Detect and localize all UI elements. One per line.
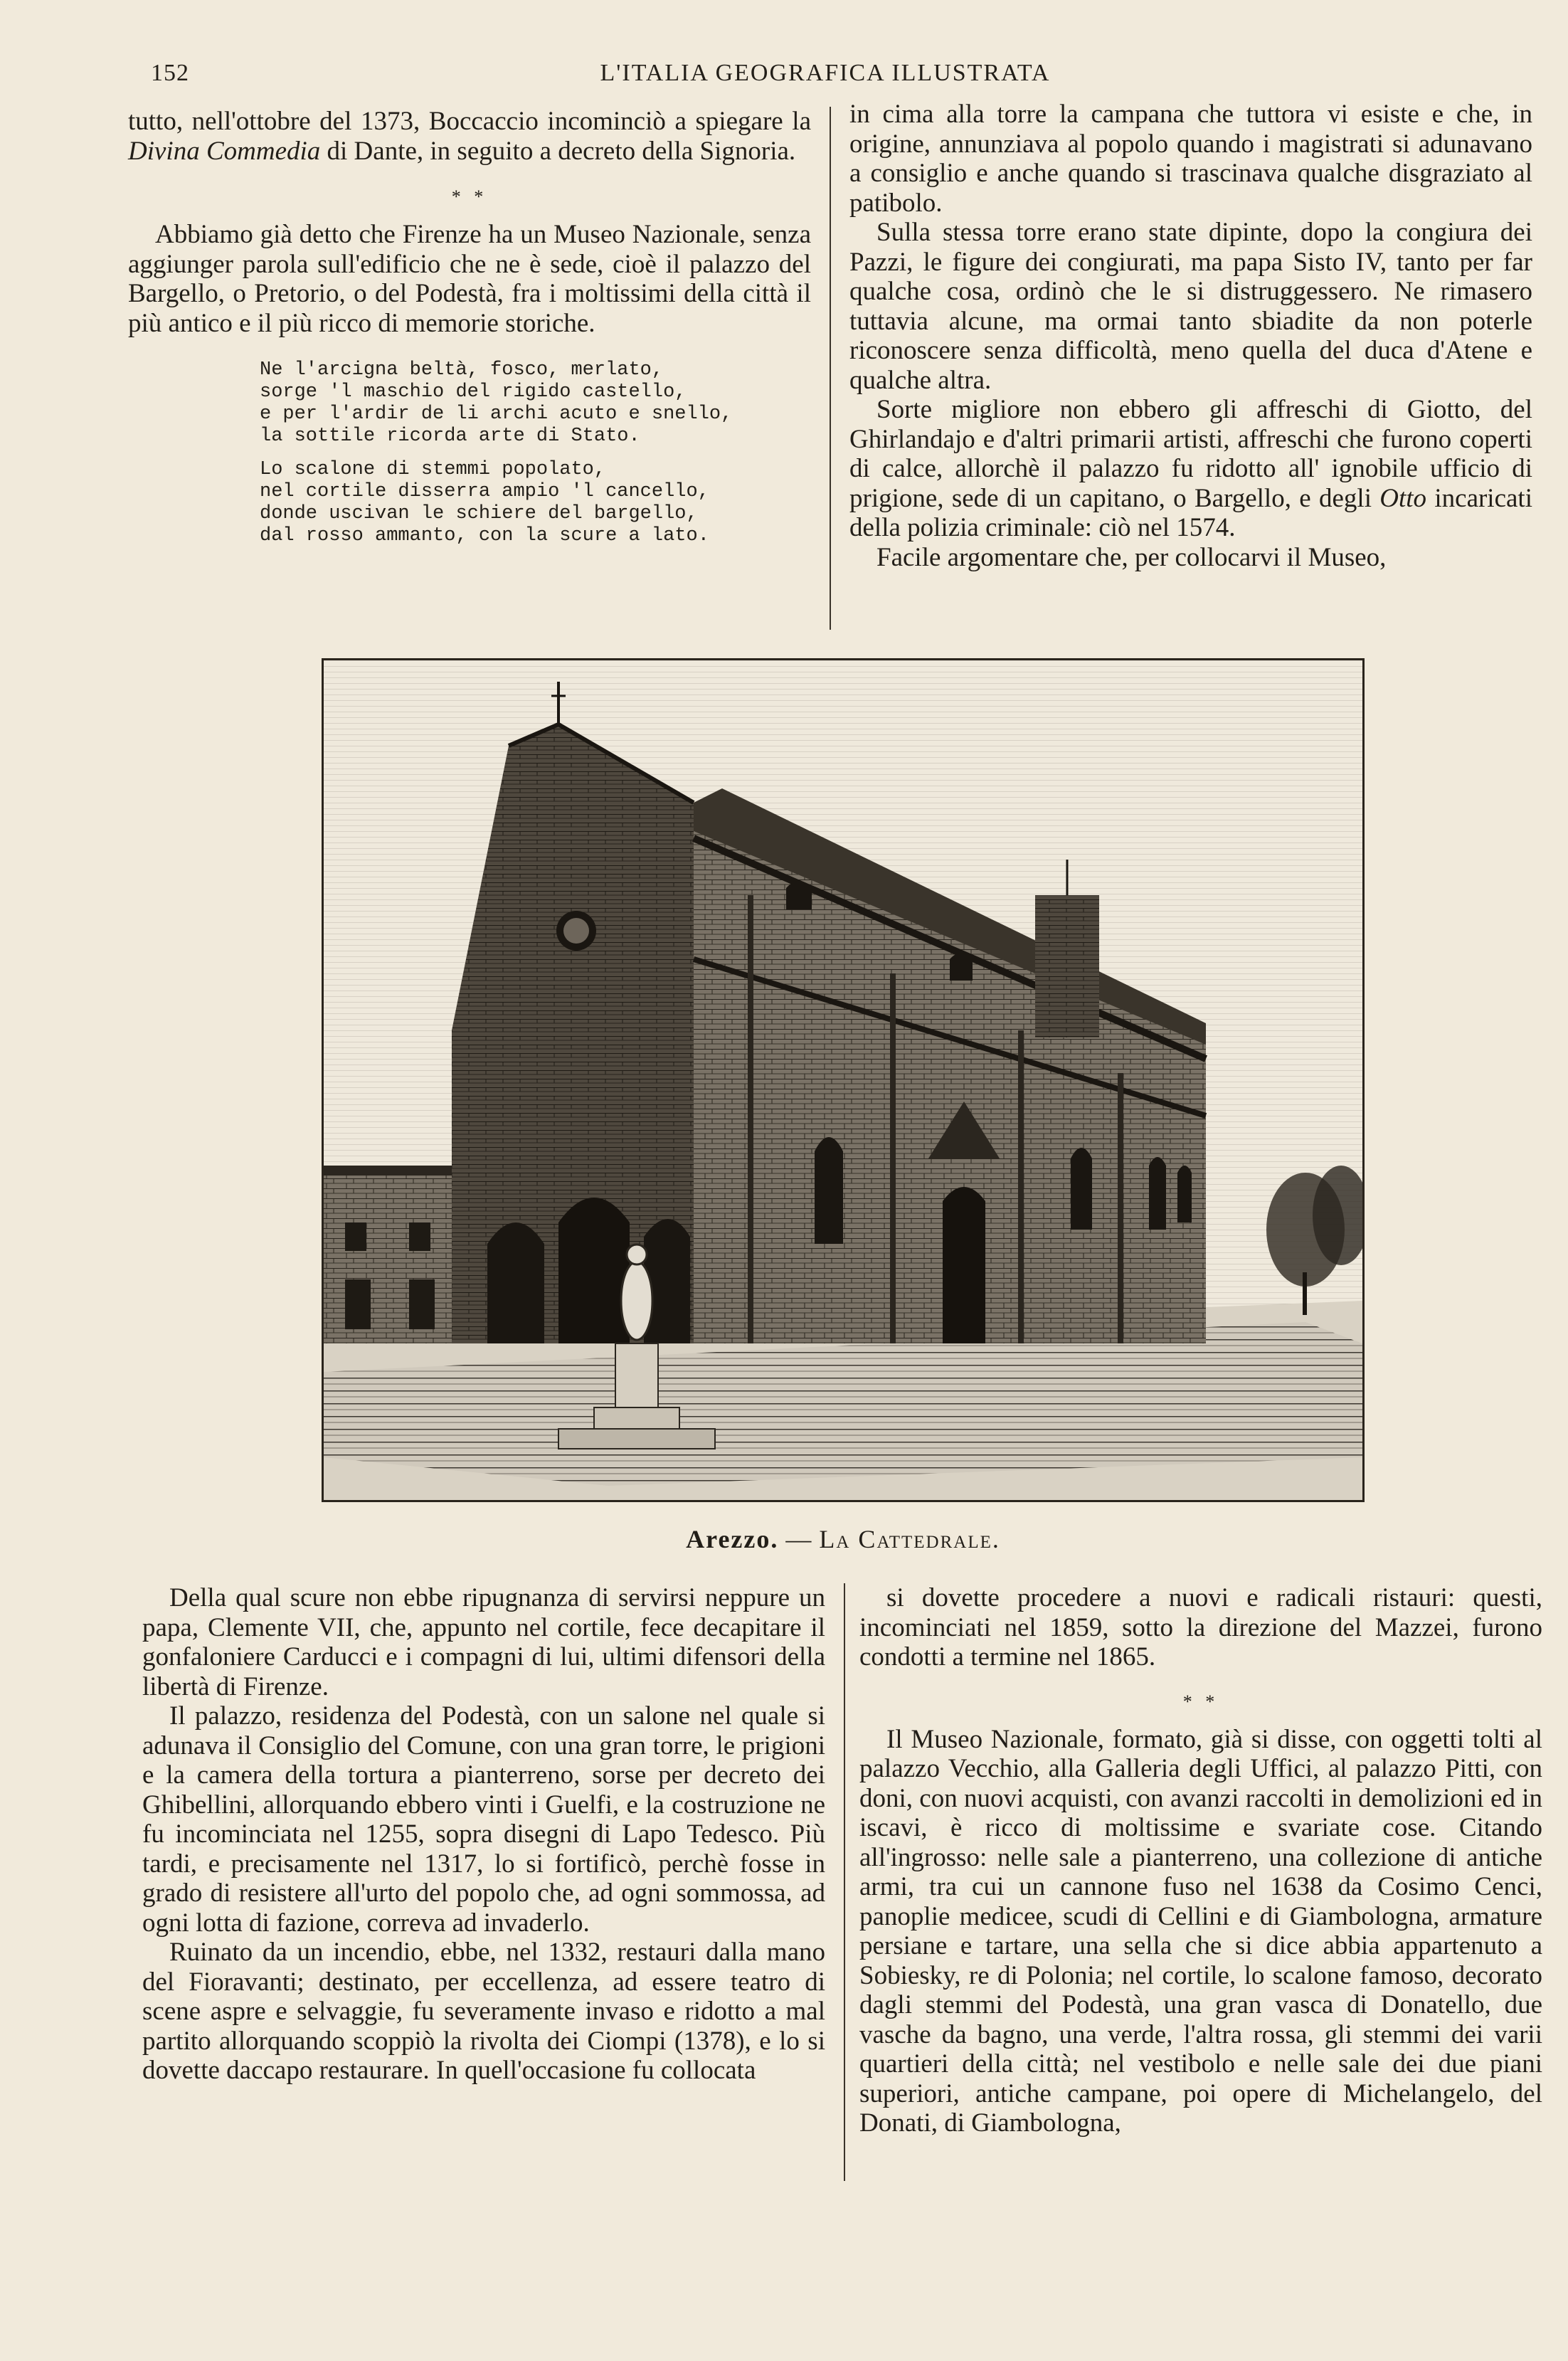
caption-place: Arezzo. <box>686 1525 779 1553</box>
divina-commedia-title: Divina Commedia <box>128 136 321 166</box>
bottom-right-column <box>859 1583 1542 2138</box>
poem-line: donde uscivan le schiere del bargello, <box>260 503 698 524</box>
top-left-column <box>128 107 811 559</box>
top-right-paragraph-3: Sorte migliore non ebbero gli affreschi di Giotto, del Ghirlandajo e d'altri primarii artisti, affreschi che furono coperti di calce, allorchè il palazzo fu ridotto all' ignobile ufficio di prigione, sede di un capitano, o Bargello, e degli Otto incaricati della polizia criminale: ciò nel 1574. <box>849 395 1532 542</box>
page-number: 152 <box>151 60 189 86</box>
top-right-column <box>849 100 1532 572</box>
caption-title: La Cattedrale. <box>819 1525 1000 1553</box>
poem-line: e per l'ardir de li archi acuto e snello, <box>260 403 733 425</box>
top-right-paragraph-1: in cima alla torre la campana che tuttora vi esiste e che, in origine, annunziava al popolo quando i magistrati si adunavano a consiglio e anche quando si trascinava qualche disgraziato al patibolo. <box>849 100 1532 218</box>
top-right-paragraph-4: Facile argomentare che, per collocarvi il Museo, <box>876 542 1387 572</box>
section-break-asterisks: * * <box>1182 1691 1219 1712</box>
section-break-asterisks: * * <box>451 186 488 207</box>
bottom-left-column <box>142 1583 825 2086</box>
otto-magistrates: Otto <box>1379 483 1427 513</box>
sonnet-quotation <box>260 359 811 547</box>
caption-dash: — <box>785 1525 812 1553</box>
bottom-left-paragraph-2: Il palazzo, residenza del Podestà, con un salone nel quale si adunava il Consiglio del Comune, con una gran torre, le prigioni e la camera della tortura a pianterreno, sorse per decreto dei Ghibellini, allorquando ebbero vinti i Guelfi, e la costruzione ne fu incominciata nel 1255, sopra disegni di Lapo Tedesco. Più tardi, e precisamente nel 1317, lo si fortificò, perchè fosse in grado di resistere all'urto del popolo che, ad ogni sommossa, ad ogni lotta di fazione, correva ad invaderlo. <box>142 1701 825 1938</box>
cathedral-engraving <box>322 658 1365 1502</box>
top-right-paragraph-2: Sulla stessa torre erano state dipinte, dopo la congiura dei Pazzi, le figure dei congiurati, ma papa Sisto IV, tanto per far qualche cosa, ordinò che le si distruggessero. Ne rimasero tuttavia alcune, ma ormai tanto sbiadite da non poterle riconoscere senza difficoltà, meno quella del duca d'Atene e qualche altra. <box>849 218 1532 395</box>
poem-line: Ne l'arcigna beltà, fosco, merlato, <box>260 359 664 381</box>
bottom-column-divider <box>844 1583 845 2181</box>
poem-line: Lo scalone di stemmi popolato, <box>260 459 606 480</box>
top-left-paragraph-2: Abbiamo già detto che Firenze ha un Museo Nazionale, senza aggiunger parola sull'edificio che ne è sede, cioè il palazzo del Bargello, o Pretorio, o del Podestà, fra i moltissimi della città il più antico e il più ricco di memorie storiche. <box>128 220 811 338</box>
top-column-divider <box>830 107 831 630</box>
bottom-left-paragraph-1: Della qual scure non ebbe ripugnanza di servirsi neppure un papa, Clemente VII, che, appunto nel cortile, fece decapitare il gonfaloniere Carducci e i compagni di lui, ultimi difensori della libertà di Firenze. <box>142 1583 825 1701</box>
bottom-left-paragraph-3: Ruinato da un incendio, ebbe, nel 1332, restauri dalla mano del Fioravanti; destinato, per eccellenza, ad essere teatro di scene aspre e selvaggie, fu severamente invaso e ridotto a mal partito allorquando scoppiò la rivolta dei Ciompi (1378), e lo si dovette daccapo restaurare. In quell'occasione fu collocata <box>142 1938 825 2085</box>
poem-stanza-2 <box>260 459 811 547</box>
bottom-right-paragraph-2: Il Museo Nazionale, formato, già si disse, con oggetti tolti al palazzo Vecchio, alla Galleria degli Uffici, al palazzo Pitti, con doni, con nuovi acquisti, con avanzi raccolti in demolizioni ed in iscavi, è ricco di moltissime e svariate cose. Citando all'ingrosso: nelle sale a pianterreno, una collezione di antiche armi, tra cui un cannone fuso nel 1638 da Cosimo Cenci, panoplie medicee, scudi di Cellini e di Giambologna, armature persiane e tartare, una sella che si dice abbia appartenuto a Sobiesky, re di Polonia; nel cortile, lo scalone famoso, decorato dagli stemmi del Podestà, una gran vasca di Donatello, due vasche da bagno, una verde, l'altra rossa, gli stemmi dei varii quartieri della città; nel vestibolo e nelle sale dei due piani superiori, antiche campane, poi opere di Michelangelo, del Donati, di Giambologna, <box>859 1724 1542 2138</box>
poem-line: la sottile ricorda arte di Stato. <box>260 426 640 447</box>
figure-caption <box>322 1524 1365 1554</box>
poem-line: nel cortile disserra ampio 'l cancello, <box>260 481 709 502</box>
top-left-paragraph-1: tutto, nell'ottobre del 1373, Boccaccio incominciò a spiegare la Divina Commedia di Dante, in seguito a decreto della Signoria. <box>128 107 811 166</box>
poem-line: sorge 'l maschio del rigido castello, <box>260 381 687 403</box>
poem-line: dal rosso ammanto, con la scure a lato. <box>260 525 709 546</box>
cathedral-illustration <box>324 660 1362 1500</box>
poem-stanza-1 <box>260 359 811 448</box>
bottom-right-paragraph-1: si dovette procedere a nuovi e radicali ristauri: questi, incominciati nel 1859, sotto la direzione del Mazzei, furono condotti a termine nel 1865. <box>859 1583 1542 1671</box>
running-head: L'ITALIA GEOGRAFICA ILLUSTRATA <box>600 60 1051 86</box>
